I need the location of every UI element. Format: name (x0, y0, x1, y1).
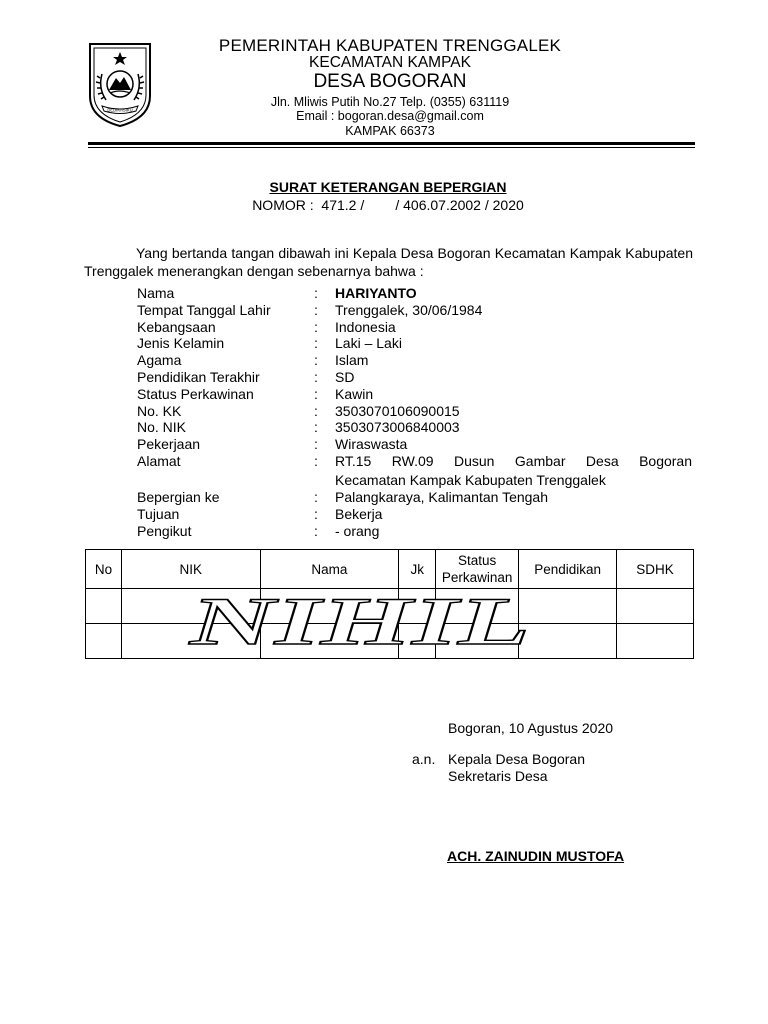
field-label: Nama (137, 285, 175, 301)
document-number: NOMOR : 471.2 / / 406.07.2002 / 2020 (252, 197, 524, 213)
header-nama: Nama (260, 550, 399, 589)
field-label: Bepergian ke (137, 488, 220, 505)
field-label: No. KK (137, 402, 182, 419)
field-value: Islam (335, 352, 369, 369)
field-label: Jenis Kelamin (137, 335, 225, 352)
signer-role: Kepala Desa Bogoran Sekretaris Desa (448, 751, 585, 784)
field-value: 3503073006840003 (335, 419, 460, 436)
field-label: Tujuan (137, 505, 180, 522)
field-value: 3503070106090015 (335, 402, 460, 419)
letterhead-address: Jln. Mliwis Putih No.27 Telp. (0355) 631119 (270, 95, 510, 109)
letterhead-postal: KAMPAK 66373 (345, 124, 435, 138)
field-value-line2: Kecamatan Kampak Kabupaten Trenggalek (335, 471, 606, 488)
field-pendidikan: Pendidikan Terakhir : SD (137, 369, 697, 386)
field-value: Kawin (335, 385, 374, 402)
field-value: Indonesia (335, 318, 396, 335)
table-header-row (86, 550, 694, 589)
field-label: Pekerjaan (137, 436, 201, 453)
field-status-perkawinan: Status Perkawinan : Kawin (137, 386, 697, 403)
letterhead-email: Email : bogoran.desa@gmail.com (296, 109, 484, 123)
field-label: Pengikut (137, 522, 192, 539)
regency-shield-emblem-icon (84, 36, 156, 130)
letterhead-rule-thin (88, 147, 695, 148)
header-nik: NIK (121, 550, 260, 589)
field-jenis-kelamin: Jenis Kelamin : Laki – Laki (137, 335, 697, 352)
field-alamat: Alamat : RT.15 RW.09 Dusun Gambar Desa Bogoran Kecamatan Kampak Kabupaten Trenggalek (137, 452, 692, 488)
header-jk: Jk (399, 550, 436, 589)
header-status-perkawinan: Status Perkawinan (436, 550, 519, 589)
header-pendidikan: Pendidikan (519, 550, 617, 589)
person-details (137, 285, 697, 539)
svg-text:DEDIKASIKU: DEDIKASIKU (107, 107, 133, 113)
field-value: Laki – Laki (335, 335, 402, 352)
place-date: Bogoran, 10 Agustus 2020 (448, 720, 614, 736)
field-value: Wiraswasta (335, 436, 408, 453)
field-agama: Agama : Islam (137, 352, 697, 369)
nihil-stamp (180, 590, 540, 652)
letterhead-village: DESA BOGORAN (313, 71, 467, 92)
field-value: HARIYANTO (335, 285, 417, 301)
field-label: Pendidikan Terakhir (137, 368, 260, 385)
field-value: RT.15 RW.09 Dusun Gambar Desa Bogoran (335, 452, 692, 469)
field-no-kk: No. KK : 3503070106090015 (137, 403, 697, 420)
field-value: Bekerja (335, 505, 383, 522)
signer-name: ACH. ZAINUDIN MUSTOFA (447, 848, 625, 864)
field-label: Agama (137, 352, 182, 369)
field-value: Trenggalek, 30/06/1984 (335, 301, 483, 318)
field-label: Status Perkawinan (137, 385, 254, 402)
field-kebangsaan: Kebangsaan : Indonesia (137, 319, 697, 336)
header-no: No (86, 550, 122, 589)
field-value: SD (335, 368, 355, 385)
field-tujuan: Tujuan : Bekerja (137, 506, 697, 523)
field-label: Kebangsaan (137, 318, 216, 335)
field-no-nik: No. NIK : 3503073006840003 (137, 419, 697, 436)
field-bepergian: Bepergian ke : Palangkaraya, Kalimantan Tengah (137, 489, 697, 506)
field-label: Tempat Tanggal Lahir (137, 301, 271, 318)
letterhead-district: KECAMATAN KAMPAK (309, 54, 471, 71)
field-value: Palangkaraya, Kalimantan Tengah (335, 488, 549, 505)
intro-paragraph: Yang bertanda tangan dibawah ini Kepala Desa Bogoran Kecamatan Kampak Kabupaten Trenggalek menerangkan dengan sebenarnya bahwa : (84, 245, 693, 279)
field-value: - orang (335, 522, 380, 539)
field-label: Alamat (137, 452, 181, 469)
header-sdhk: SDHK (617, 550, 694, 589)
field-label: No. NIK (137, 419, 187, 436)
field-pekerjaan: Pekerjaan : Wiraswasta (137, 436, 697, 453)
letterhead-rule-thick (88, 142, 695, 145)
field-ttl: Tempat Tanggal Lahir : Trenggalek, 30/06/1984 (137, 302, 697, 319)
field-pengikut: Pengikut : - orang (137, 523, 697, 540)
svg-text:NIHIL: NIHIL (188, 590, 530, 652)
document-title: SURAT KETERANGAN BEPERGIAN (269, 179, 507, 195)
field-nama: Nama : HARIYANTO (137, 285, 697, 302)
on-behalf-label: a.n. (412, 751, 436, 767)
letterhead-government: PEMERINTAH KABUPATEN TRENGGALEK (218, 36, 562, 55)
